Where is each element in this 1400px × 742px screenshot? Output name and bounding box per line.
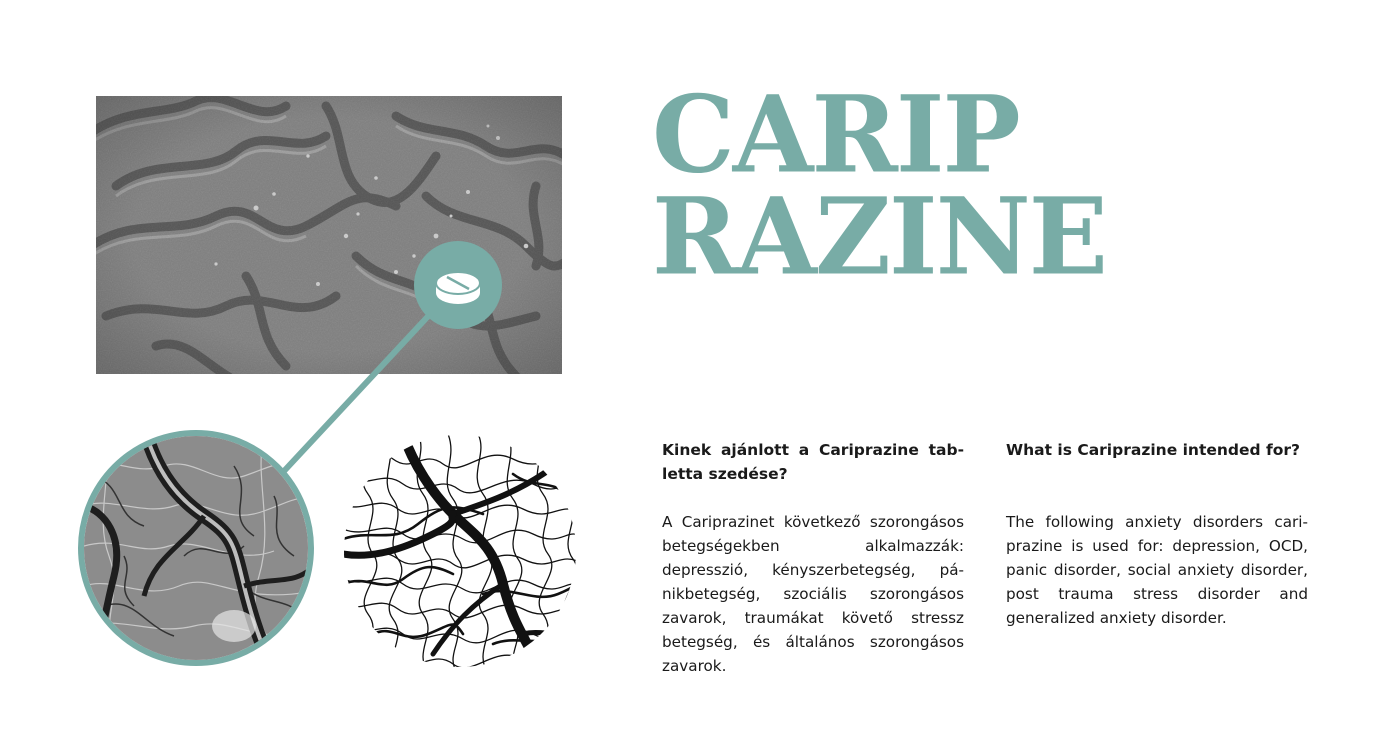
page-title <box>652 71 1107 300</box>
vessel-network-drawing <box>343 434 577 668</box>
title-line-1: CARIP <box>652 71 1019 198</box>
english-body: The following anxiety disorders cariprazine is used for: depression, OCD, panic disorder, social anxiety disorder, post trauma stress disorder and generalized anxiety disorder. <box>1006 513 1308 627</box>
brain-vessels-zoom-photo <box>78 430 314 666</box>
hungarian-body: A Cariprazinet következő szorongásos betegségekben alkalmazzák: depresszió, kényszerbetegség, pánikbetegség, szociális szorongásos zavarok, traumákat követő stressz betegség, és általános szorongásos zavarok. <box>662 513 964 675</box>
pill-icon <box>414 241 502 329</box>
english-text-column <box>1006 438 1308 627</box>
brain-surface-photo <box>96 96 562 374</box>
hungarian-text-column <box>662 438 964 675</box>
title-line-2: RAZINE <box>652 173 1107 300</box>
hungarian-heading: Kinek ajánlott a Cariprazine tabletta szedése? <box>662 441 964 483</box>
pill-icon-badge <box>414 241 502 329</box>
english-heading: What is Cariprazine intended for? <box>1006 441 1301 459</box>
